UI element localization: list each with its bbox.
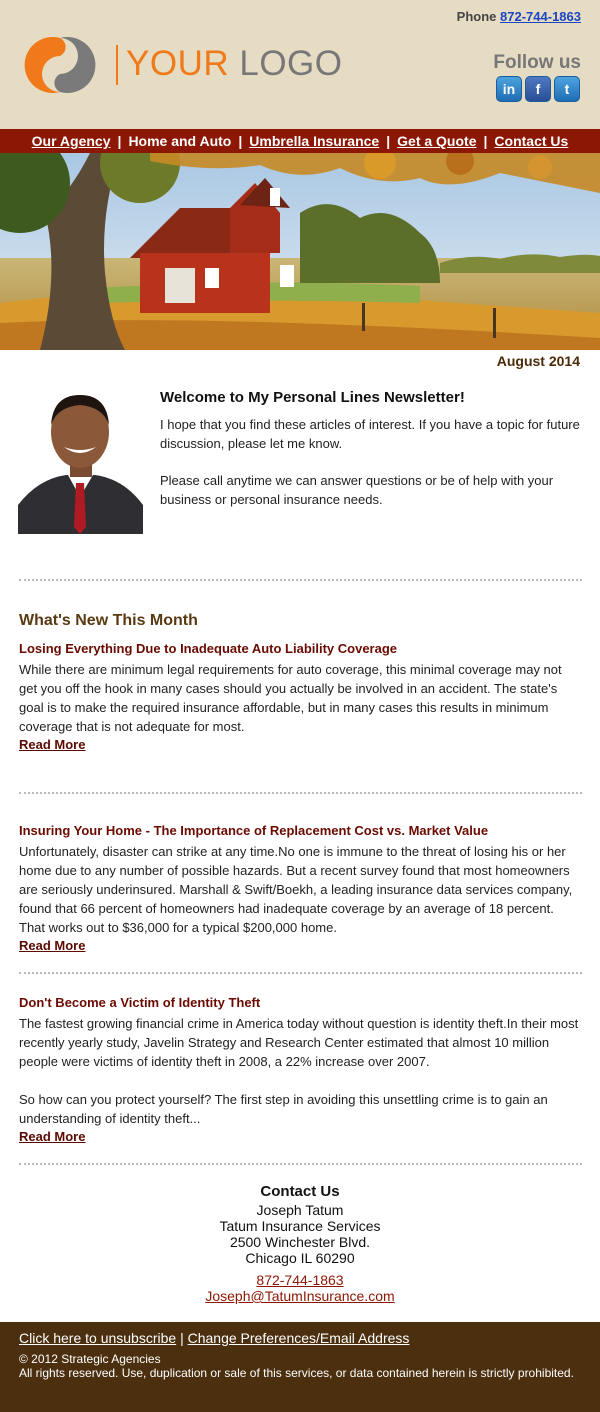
nav-get-a-quote[interactable]: Get a Quote (397, 133, 477, 149)
logo-divider (116, 45, 118, 85)
article-identity-theft (19, 995, 581, 1146)
welcome-title: Welcome to My Personal Lines Newsletter! (160, 389, 465, 406)
nav-home-and-auto[interactable]: Home and Auto (128, 133, 232, 149)
phone-label: Phone (456, 9, 497, 24)
article-paragraph-1: The fastest growing financial crime in America today without question is identity theft.In their most recently yearly study, Javelin Strategy and Research Center estimated that almost 10 million people were victims of identity theft in 2008, a 22% increase over 2007. (19, 1016, 579, 1069)
read-more-link[interactable]: Read More (19, 938, 86, 953)
article-title: Insuring Your Home - The Importance of Replacement Cost vs. Market Value (19, 823, 489, 838)
footer-separator: | (180, 1330, 184, 1346)
article-replacement-cost (19, 823, 581, 955)
article-paragraph: Unfortunately, disaster can strike at any time.No one is immune to the threat of losing his or her home due to any number of possible hazards. But a recent survey found that most homeowners are seriously underinsured. Marshall & Swift/Boekh, a leading insurance data services company, found that 66 percent of homeowners had inadequate coverage by an average of 18 percent. That works out to $36,000 for a typical $200,000 home. (19, 844, 573, 935)
read-more-link[interactable]: Read More (19, 737, 86, 752)
welcome-section (0, 373, 600, 579)
article-auto-liability (19, 641, 581, 754)
article-title: Losing Everything Due to Inadequate Auto Liability Coverage (19, 641, 398, 656)
contact-city: Chicago IL 60290 (245, 1250, 355, 1266)
follow-us-label: Follow us (493, 52, 581, 73)
unsubscribe-link[interactable]: Click here to unsubscribe (19, 1330, 177, 1346)
twitter-icon[interactable]: t (554, 76, 580, 102)
phone-block (457, 9, 581, 24)
contact-email-link[interactable]: Joseph@TatumInsurance.com (205, 1288, 395, 1304)
contact-phone-link[interactable]: 872-744-1863 (256, 1272, 344, 1288)
linkedin-icon[interactable]: in (496, 76, 522, 102)
contact-street: 2500 Winchester Blvd. (229, 1234, 371, 1250)
dotted-divider (19, 579, 582, 581)
contact-name: Joseph Tatum (256, 1202, 344, 1218)
welcome-paragraph-1: I hope that you find these articles of interest. If you have a topic for future discussion, please let me know. (160, 417, 580, 451)
contact-title: Contact Us (260, 1183, 340, 1200)
section-title-whats-new: What's New This Month (19, 612, 198, 629)
contact-section (0, 1165, 600, 1322)
phone-link[interactable]: 872-744-1863 (500, 9, 581, 24)
agent-portrait (18, 387, 143, 534)
contact-company: Tatum Insurance Services (219, 1218, 381, 1234)
logo-word-logo: LOGO (239, 44, 343, 83)
nav-umbrella-insurance[interactable]: Umbrella Insurance (249, 133, 380, 149)
facebook-icon[interactable]: f (525, 76, 551, 102)
top-nav: Our Agency | Home and Auto | Umbrella Insurance | Get a Quote | Contact Us (0, 129, 600, 153)
article-paragraph: While there are minimum legal requirements for auto coverage, this minimal coverage may not get you off the hook in many cases should you actually be involved in an accident. The state's goal is to make the required insurance affordable, but in many cases this results in minimum coverage that is not adequate for most. (19, 662, 562, 734)
article-title: Don't Become a Victim of Identity Theft (19, 995, 261, 1010)
social-links (496, 76, 580, 102)
footer-links (19, 1330, 581, 1346)
hero-image-autumn-house (0, 153, 600, 350)
change-preferences-link[interactable]: Change Preferences/Email Address (187, 1330, 410, 1346)
nav-our-agency[interactable]: Our Agency (31, 133, 111, 149)
footer (0, 1322, 600, 1412)
welcome-paragraph-2: Please call anytime we can answer questions or be of help with your business or personal insurance needs. (160, 473, 554, 507)
issue-date: August 2014 (496, 353, 580, 369)
article-paragraph-2: So how can you protect yourself? The first step in avoiding this unsettling crime is to gain an understanding of identity theft... (19, 1092, 548, 1126)
nav-contact-us[interactable]: Contact Us (494, 133, 569, 149)
header (0, 0, 600, 129)
read-more-link[interactable]: Read More (19, 1129, 86, 1144)
logo-text (126, 44, 343, 84)
footer-rights: All rights reserved. Use, duplication or sale of this services, or data contained herein is strictly prohibited. (19, 1366, 574, 1380)
footer-copyright: © 2012 Strategic Agencies (19, 1352, 161, 1366)
logo-word-your: YOUR (126, 44, 230, 83)
welcome-text (160, 389, 580, 527)
logo-swirl-icon (20, 34, 100, 96)
